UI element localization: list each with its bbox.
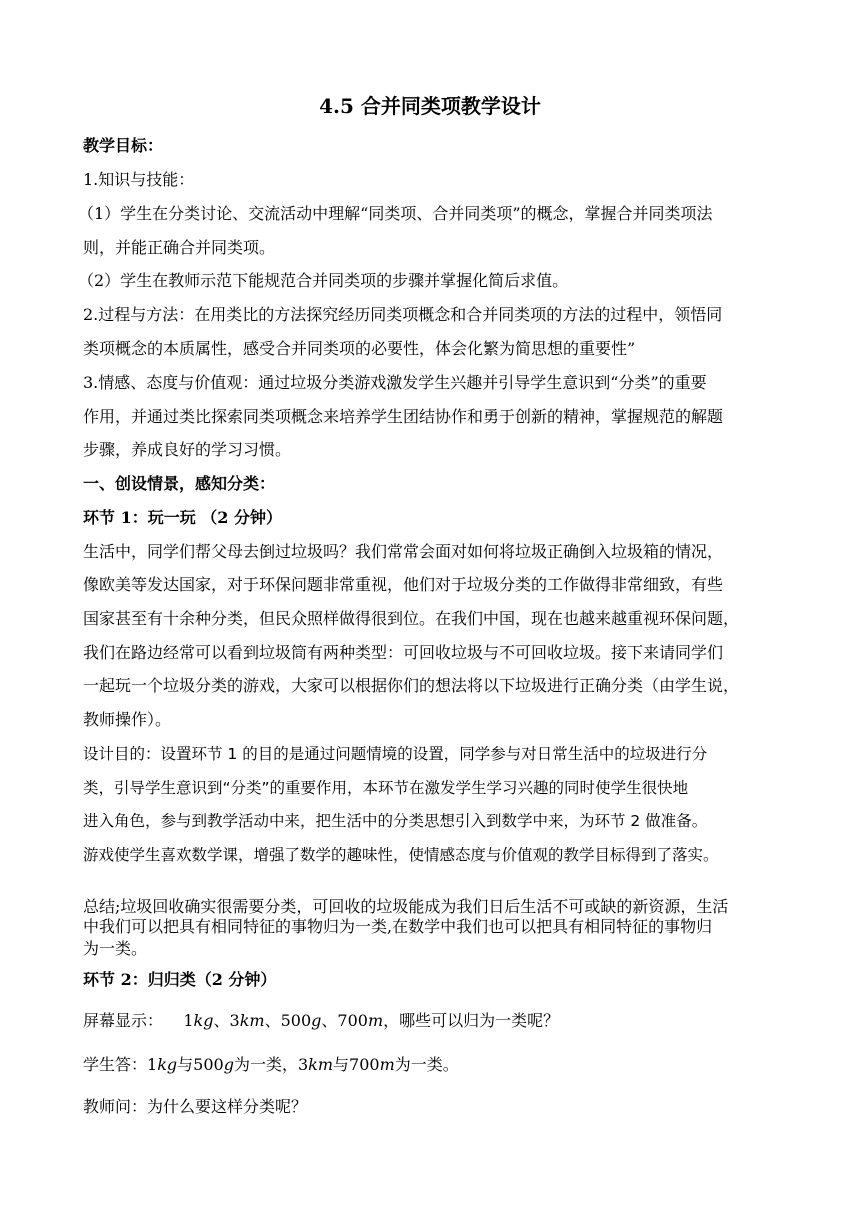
summary-line: 总结;垃圾回收确实很需要分类，可回收的垃圾能成为我们日后生活不可或缺的新资源，生活 [83, 897, 729, 916]
math-separator: 、 [213, 1011, 230, 1030]
math-unit: kg [193, 1011, 214, 1030]
math-number: 700 [349, 1055, 380, 1074]
math-number: 1 [147, 1055, 158, 1074]
student-answer-line [83, 1055, 459, 1075]
paragraph-line: 国家甚至有十余种分类，但民众照样做得很到位。在我们中国，现在也越来越重视环保问题， [83, 609, 740, 628]
paragraph-line: 生活中，同学们帮父母去倒过垃圾吗？我们常常会面对如何将垃圾正确倒入垃圾箱的情况， [83, 542, 724, 561]
link-1-heading: 环节 1：玩一玩 （2 分钟） [83, 508, 282, 527]
math-number: 3 [297, 1055, 309, 1074]
objective-3-line-3: 步骤，养成良好的学习习惯。 [83, 440, 292, 459]
objective-2-line-2: 类项概念的本质属性，感受合并同类项的必要性，体会化繁为简思想的重要性” [83, 339, 636, 358]
objective-3-line-1: 3.情感、态度与价值观：通过垃圾分类游戏激发学生兴趣并引导学生意识到“分类”的重要 [83, 373, 707, 392]
paragraph-line: 教师操作）。 [83, 710, 172, 729]
paragraph-line: 我们在路边经常可以看到垃圾筒有两种类型：可回收垃圾与不可回收垃圾。接下来请同学们 [83, 643, 724, 662]
document-title: 4.5 合并同类项教学设计 [319, 94, 541, 118]
math-unit: g [223, 1055, 234, 1074]
math-unit: m [367, 1011, 384, 1030]
math-unit: km [308, 1055, 334, 1074]
math-number: 500 [280, 1011, 312, 1030]
objectives-heading: 教学目标： [83, 136, 164, 155]
summary-line: 为一类。 [83, 939, 148, 958]
objective-1-1-line-2: 则，并能正确合并同类项。 [83, 238, 276, 257]
math-separator: 、 [264, 1011, 281, 1030]
math-separator: 、 [321, 1011, 338, 1030]
math-unit: km [239, 1011, 265, 1030]
design-purpose-line: 类，引导学生意识到“分类”的重要作用，本环节在激发学生学习兴趣的同时使学生很快地 [83, 779, 689, 797]
screen-display-suffix: ，哪些可以归为一类呢？ [383, 1011, 560, 1030]
paragraph-line: 像欧美等发达国家，对于环保问题非常重视，他们对于垃圾分类的工作做得非常细致，有些 [83, 575, 724, 594]
answer-word: 为一类， [233, 1055, 298, 1074]
math-unit: kg [157, 1055, 178, 1074]
math-unit: g [311, 1011, 322, 1030]
design-purpose-line: 进入角色，参与到教学活动中来，把生活中的分类思想引入到数学中来，为环节 2 做准备。 [83, 812, 708, 830]
objective-2-line-1: 2.过程与方法：在用类比的方法探究经历同类项概念和合并同类项的方法的过程中，领悟同 [83, 305, 723, 324]
teacher-question-line: 教师问：为什么要这样分类呢？ [83, 1097, 308, 1116]
math-number: 500 [193, 1055, 224, 1074]
section-1-heading: 一、创设情景，感知分类： [83, 474, 276, 493]
student-answer-prefix: 学生答： [83, 1055, 148, 1074]
objective-1-1-line-1: （1）学生在分类讨论、交流活动中理解“同类项、合并同类项”的概念，掌握合并同类项法 [78, 204, 713, 223]
objective-3-line-2: 作用，并通过类比探索同类项概念来培养学生团结协作和勇于创新的精神，掌握规范的解题 [83, 407, 724, 426]
paragraph-line: 一起玩一个垃圾分类的游戏，大家可以根据你们的想法将以下垃圾进行正确分类（由学生说， [83, 676, 740, 695]
design-purpose-line: 游戏使学生喜欢数学课，增强了数学的趣味性，使情感态度与价值观的教学目标得到了落实。 [83, 846, 719, 864]
math-number: 3 [229, 1011, 240, 1030]
answer-word: 为一类。 [394, 1055, 459, 1074]
answer-word: 与 [177, 1055, 194, 1074]
objective-1-heading: 1.知识与技能： [83, 170, 195, 189]
math-number: 700 [337, 1011, 368, 1030]
math-number: 1 [183, 1011, 194, 1030]
design-purpose-line: 设计目的：设置环节 1 的目的是通过问题情境的设置，同学参与对日常生活中的垃圾进行分 [83, 745, 708, 763]
screen-display-prefix: 屏幕显示： [83, 1011, 184, 1030]
summary-line: 中我们可以把具有相同特征的事物归为一类,在数学中我们也可以把具有相同特征的事物归 [83, 917, 713, 936]
screen-display-line [83, 1011, 559, 1031]
math-unit: m [379, 1055, 395, 1074]
objective-1-2: （2）学生在教师示范下能规范合并同类项的步骤并掌握化简后求值。 [78, 271, 569, 290]
link-2-heading: 环节 2：归归类（2 分钟） [83, 970, 277, 989]
answer-word: 与 [333, 1055, 350, 1074]
